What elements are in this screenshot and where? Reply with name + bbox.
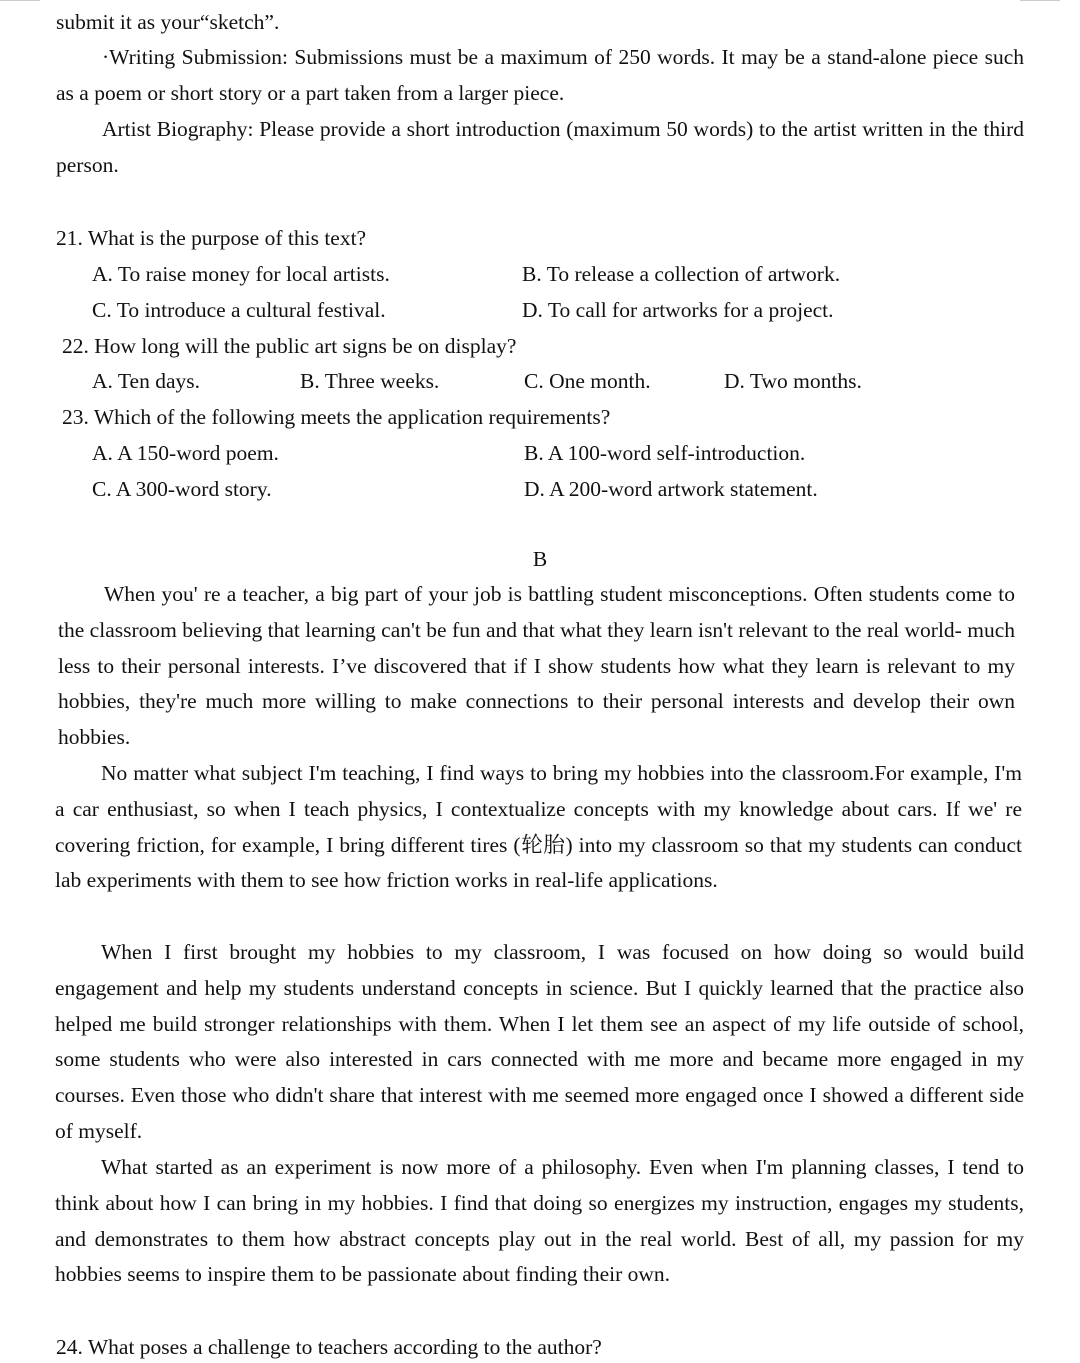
- question-22-option-a: A. Ten days.: [92, 369, 200, 393]
- question-24-stem: 24. What poses a challenge to teachers according to the author?: [56, 1335, 602, 1359]
- passage-b-paragraph-4: What started as an experiment is now more of a philosophy. Even when I'm planning classes, I tend to think about how I can bring in my hobbies. I find that doing so energizes my instruction, engages my students, and demonstrates to them how abstract concepts play out in the real world. Best of all, my passion for my hobbies seems to inspire them to be passionate about finding their own.: [55, 1155, 1024, 1287]
- writing-submission-paragraph: ·Writing Submission: Submissions must be a maximum of 250 words. It may be a stand-alone piece such as a poem or short story or a part taken from a larger piece.: [56, 45, 1024, 105]
- question-22-option-b: B. Three weeks.: [300, 369, 440, 393]
- question-23-option-c: C. A 300-word story.: [92, 477, 272, 501]
- question-21-option-a: A. To raise money for local artists.: [92, 262, 390, 286]
- question-22-option-d: D. Two months.: [724, 369, 862, 393]
- passage-b-paragraph-3: When I first brought my hobbies to my classroom, I was focused on how doing so would build engagement and help my students understand concepts in science. But I quickly learned that the practice also helped me build stronger relationships with them. When I let them see an aspect of my life outside of school, some students who were also interested in cars connected with me more and became more engaged in my courses. Even those who didn't share that interest with me seemed more engaged once I showed a different side of myself.: [55, 940, 1024, 1143]
- question-23-option-a: A. A 150-word poem.: [92, 441, 279, 465]
- artist-biography-paragraph: Artist Biography: Please provide a short introduction (maximum 50 words) to the artist written in the third person.: [56, 117, 1024, 177]
- question-21-option-c: C. To introduce a cultural festival.: [92, 298, 386, 322]
- question-21-option-d: D. To call for artworks for a project.: [522, 298, 834, 322]
- intro-line: submit it as your“sketch”.: [56, 10, 280, 34]
- top-edge-left: [0, 0, 40, 1]
- passage-b-paragraph-2: No matter what subject I'm teaching, I find ways to bring my hobbies into the classroom.For example, I'm a car enthusiast, so when I teach physics, I contextualize concepts with my knowledge about cars. If we' re covering friction, for example, I bring different tires (轮胎) into my classroom so that my students can conduct lab experiments with them to see how friction works in real-life applications.: [55, 761, 1022, 893]
- passage-b-paragraph-1: When you' re a teacher, a big part of your job is battling student misconceptions. Often students come to the classroom believing that learning can't be fun and that what they learn isn't relevant to the real world- much less to their personal interests. I’ve discovered that if I show students how what they learn is relevant to my hobbies, they're much more willing to make connections to their personal interests and develop their own hobbies.: [58, 582, 1015, 750]
- question-23-option-d: D. A 200-word artwork statement.: [524, 477, 818, 501]
- question-21-stem: 21. What is the purpose of this text?: [56, 226, 367, 250]
- question-23-stem: 23. Which of the following meets the application requirements?: [62, 405, 611, 429]
- question-23-option-b: B. A 100-word self-introduction.: [524, 441, 806, 465]
- question-21-option-b: B. To release a collection of artwork.: [522, 262, 841, 286]
- question-22-stem: 22. How long will the public art signs be on display?: [62, 334, 517, 358]
- section-b-label: B: [532, 547, 548, 571]
- top-edge-right: [1020, 0, 1060, 1]
- question-22-option-c: C. One month.: [524, 369, 651, 393]
